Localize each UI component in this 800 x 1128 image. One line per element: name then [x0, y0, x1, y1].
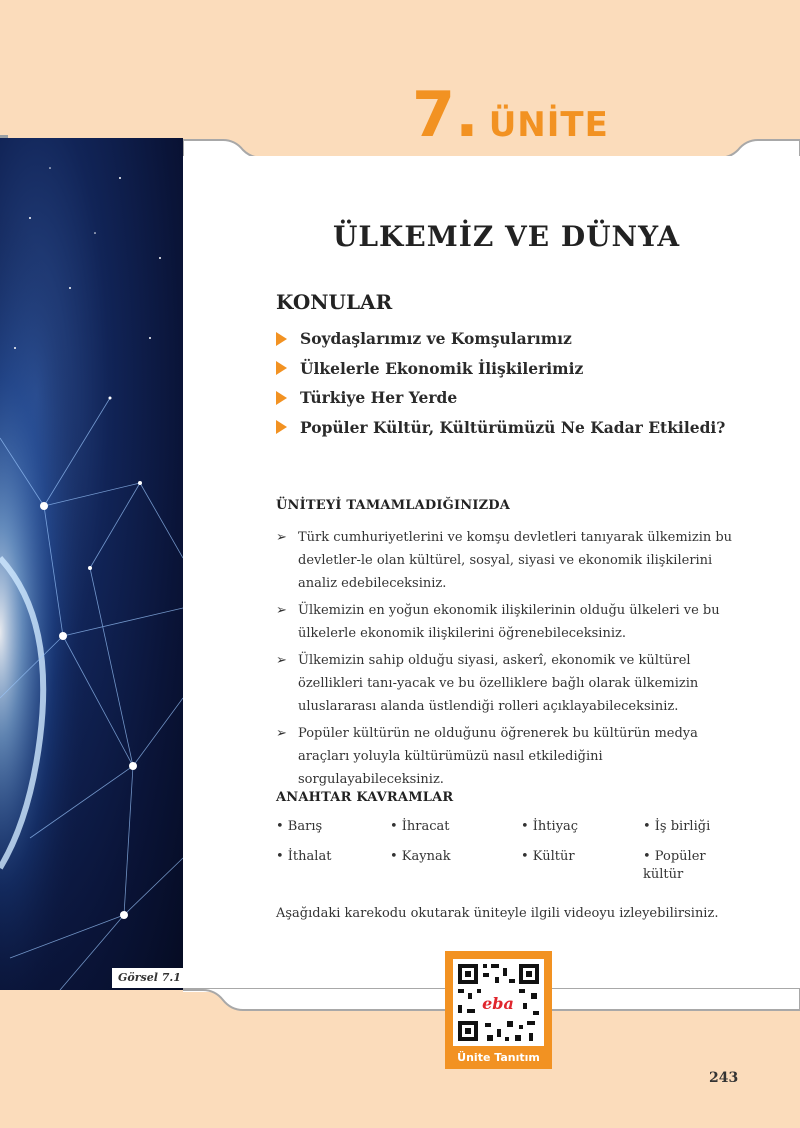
topics-list [276, 324, 725, 442]
unit-title [412, 78, 609, 151]
arrow-bullet-icon: ➢ [276, 603, 287, 618]
arrow-bullet-icon: ➢ [276, 530, 287, 545]
image-caption: Görsel 7.1 [112, 968, 183, 988]
topic-label: Ülkelerle Ekonomik İlişkilerimiz [300, 358, 584, 378]
topic-item [276, 413, 725, 443]
triangle-bullet-icon [276, 420, 287, 434]
topics-heading: KONULAR [276, 290, 393, 314]
keyword: • İş birliği [643, 819, 711, 834]
qr-label: Ünite Tanıtım [457, 1051, 540, 1064]
goal-text: Türk cumhuriyetlerini ve komşu devletleri tanıyarak ülkemizin bu devletler-le olan kültürel, sosyal, siyasi ve ekonomik ilişkilerini analiz edebileceksiniz. [298, 530, 733, 591]
goal-item [276, 526, 746, 595]
topic-label: Türkiye Her Yerde [300, 388, 458, 408]
keyword: • İthalat [276, 849, 332, 864]
main-title: ÜLKEMİZ VE DÜNYA [332, 220, 681, 253]
keyword: • Kaynak [390, 849, 451, 864]
topic-item [276, 383, 725, 413]
qr-instruction: Aşağıdaki karekodu okutarak üniteyle ilgili videoyu izleyebilirsiniz. [276, 906, 719, 921]
goals-heading: ÜNİTEYİ TAMAMLADIĞINIZDA [276, 498, 511, 513]
keyword: • Popüler kültür [643, 849, 706, 882]
topic-label: Popüler Kültür, Kültürümüzü Ne Kadar Etkiledi? [300, 417, 726, 437]
arrow-bullet-icon: ➢ [276, 726, 287, 741]
keyword: • İhtiyaç [521, 819, 579, 834]
triangle-bullet-icon [276, 361, 287, 375]
goal-text: Ülkemizin sahip olduğu siyasi, askerî, ekonomik ve kültürel özellikleri tanı-yacak ve bu özelliklere bağlı olarak ülkemizin uluslararası alanda üstlendiği rolleri açıklayabileceksiniz. [298, 653, 699, 714]
topic-item [276, 324, 725, 354]
goal-text: Ülkemizin en yoğun ekonomik ilişkilerinin olduğu ülkeleri ve bu ülkelerle ekonomik ilişkilerini öğrenebileceksiniz. [298, 603, 720, 641]
goal-item [276, 722, 746, 791]
goal-text: Popüler kültürün ne olduğunu öğrenerek bu kültürün medya araçları yoluyla kültürümüzü nasıl etkilediğini sorgulayabileceksiniz. [298, 726, 698, 787]
qr-code-box[interactable] [445, 951, 552, 1069]
keywords-grid [276, 818, 746, 884]
goal-item [276, 649, 746, 718]
triangle-bullet-icon [276, 332, 287, 346]
keyword: • Barış [276, 819, 323, 834]
space-network-image [0, 138, 183, 990]
keywords-heading: ANAHTAR KAVRAMLAR [276, 790, 454, 805]
topic-label: Soydaşlarımız ve Komşularımız [300, 329, 572, 349]
keyword: • Kültür [521, 849, 575, 864]
unit-word: ÜNİTE [488, 105, 609, 145]
unit-number: 7. [412, 78, 479, 151]
keyword: • İhracat [390, 819, 450, 834]
qr-code-icon [453, 959, 544, 1046]
arrow-bullet-icon: ➢ [276, 653, 287, 668]
goals-list [276, 526, 746, 795]
page-number: 243 [709, 1070, 739, 1086]
topic-item [276, 354, 725, 384]
triangle-bullet-icon [276, 391, 287, 405]
goal-item [276, 599, 746, 645]
eba-logo: eba [482, 994, 514, 1013]
